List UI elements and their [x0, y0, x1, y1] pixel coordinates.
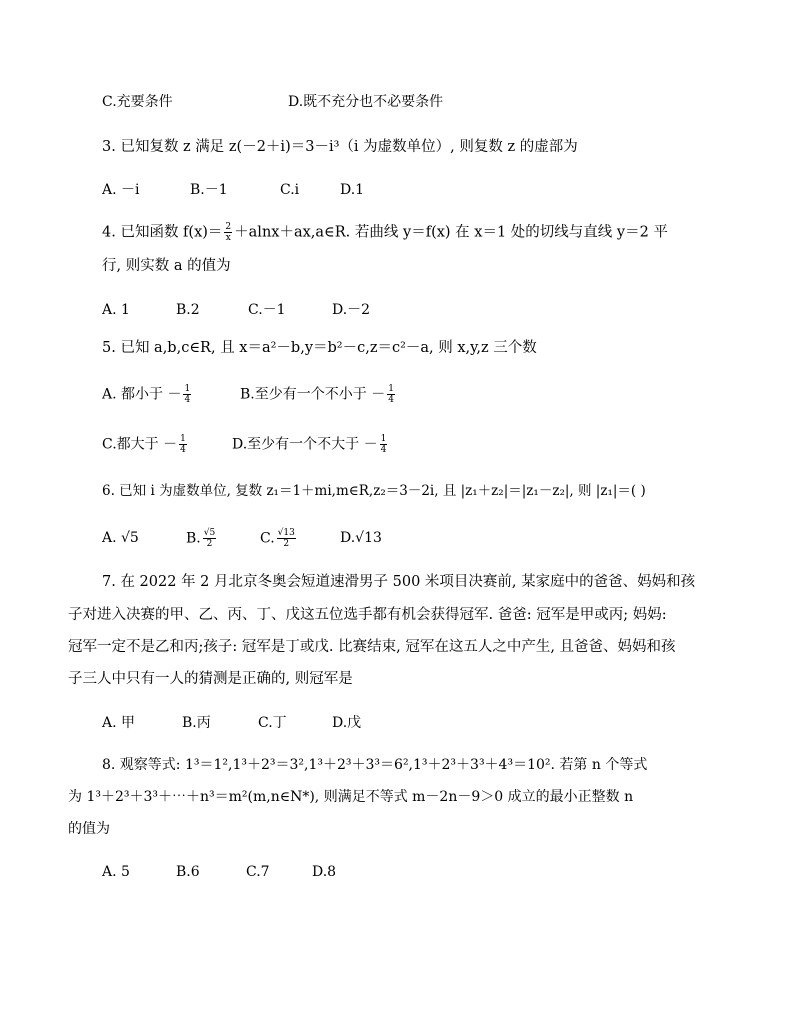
- q5-a-frac-den: 4: [184, 395, 191, 405]
- q5-option-b-text: B.至少有一个不小于 －: [240, 386, 386, 403]
- q6-option-c-fraction: [277, 528, 296, 549]
- q5-b-frac-num: 1: [388, 384, 394, 394]
- q6-option-b: [186, 528, 218, 549]
- q5-option-c-text: C.都大于 －: [102, 436, 178, 453]
- q7-line3: 冠军一定不是乙和丙;孩子: 冠军是丁或戊. 比赛结束, 冠军在这五人之中产生, 且爸爸、妈妈和孩: [68, 639, 676, 655]
- q2-option-d: D.既不充分也不必要条件: [288, 94, 444, 110]
- q5-stem: 5. 已知 a,b,c∈R, 且 x＝a²－b,y＝b²－c,z＝c²－a, 则 x,y,z 三个数: [102, 340, 537, 356]
- q6-stem: 6. 已知 i 为虚数单位, 复数 z₁＝1＋mi,m∈R,z₂＝3－2i, 且 |z₁＋z₂|＝|z₁－z₂|, 则 |z₁|＝( ): [102, 483, 646, 499]
- q4-frac-num: 2: [225, 222, 232, 232]
- q4-stem-line1: [102, 222, 668, 243]
- q8-line3: 的值为: [68, 821, 110, 837]
- q3-option-a: A. －i: [102, 182, 140, 198]
- q2-option-c: C.充要条件: [102, 94, 173, 110]
- q5-d-frac-num: 1: [380, 434, 387, 444]
- q4-stem-part-a: 4. 已知函数 f(x)＝: [102, 224, 223, 241]
- q4-stem-part-b: ＋alnx＋ax,a∈R. 若曲线 y＝f(x) 在 x＝1 处的切线与直线 y＝2 平: [234, 224, 668, 241]
- q6-option-c-prefix: C.: [260, 530, 275, 547]
- q7-option-d: D.戊: [332, 715, 362, 731]
- q7-option-c: C.丁: [258, 715, 287, 731]
- q6-option-a: A. √5: [102, 530, 139, 546]
- q8-option-b: B.6: [176, 864, 200, 880]
- q5-option-c-fraction: [179, 434, 187, 455]
- q5-option-d-text: D.至少有一个不大于 －: [232, 436, 378, 453]
- q4-option-a: A. 1: [102, 302, 130, 318]
- q4-option-c: C.－1: [248, 302, 286, 318]
- q7-line4: 子三人中只有一人的猜测是正确的, 则冠军是: [68, 671, 353, 687]
- q8-line1: 8. 观察等式: 1³＝1²,1³＋2³＝3²,1³＋2³＋3³＝6²,1³＋2³＋3³＋4³＝10². 若第 n 个等式: [102, 757, 648, 773]
- q6-c-frac-den: 2: [283, 539, 290, 549]
- q4-stem-line2: 行, 则实数 a 的值为: [102, 258, 231, 274]
- q5-c-frac-den: 4: [180, 445, 186, 455]
- q6-b-frac-num: √5: [203, 528, 216, 538]
- q8-option-c: C.7: [246, 864, 270, 880]
- q5-a-frac-num: 1: [184, 384, 191, 394]
- q5-option-c: [102, 434, 189, 455]
- q6-option-b-fraction: [203, 528, 216, 549]
- q3-option-d: D.1: [340, 182, 365, 198]
- q5-option-a-fraction: [183, 384, 191, 405]
- q7-option-a: A. 甲: [102, 715, 136, 731]
- q8-option-d: D.8: [312, 864, 337, 880]
- q6-option-c: [260, 528, 298, 549]
- q5-option-d-fraction: [380, 434, 388, 455]
- q5-option-d: [232, 434, 389, 455]
- q4-fraction: [224, 222, 232, 243]
- q4-option-b: B.2: [176, 302, 200, 318]
- q7-line1: 7. 在 2022 年 2 月北京冬奥会短道速滑男子 500 米项目决赛前, 某家庭中的爸爸、妈妈和孩: [102, 574, 696, 590]
- q8-line2: 为 1³＋2³＋3³＋⋯＋n³＝m²(m,n∈N*), 则满足不等式 m－2n－9＞0 成立的最小正整数 n: [68, 789, 634, 805]
- q5-option-b: [240, 384, 397, 405]
- q6-c-frac-num: √13: [277, 528, 295, 538]
- q6-b-frac-den: 2: [206, 539, 213, 549]
- q3-stem: 3. 已知复数 z 满足 z(－2＋i)＝3－i³（i 为虚数单位）, 则复数 z 的虚部为: [102, 139, 578, 155]
- q7-line2: 子对进入决赛的甲、乙、丙、丁、戊这五位选手都有机会获得冠军. 爸爸: 冠军是甲或丙; 妈妈:: [68, 607, 667, 623]
- q3-option-b: B.－1: [190, 182, 228, 198]
- q5-option-b-fraction: [387, 384, 395, 405]
- q6-option-b-prefix: B.: [186, 530, 201, 547]
- q5-b-frac-den: 4: [388, 395, 394, 405]
- q3-option-c: C.i: [280, 182, 300, 198]
- q8-option-a: A. 5: [102, 864, 130, 880]
- q4-option-d: D.－2: [332, 302, 371, 318]
- q4-frac-den: x: [225, 233, 231, 243]
- q5-c-frac-num: 1: [180, 434, 186, 444]
- q5-d-frac-den: 4: [380, 445, 387, 455]
- q6-option-d: D.√13: [340, 530, 382, 546]
- q5-option-a: [102, 384, 193, 405]
- q5-option-a-text: A. 都小于 －: [102, 386, 182, 403]
- q7-option-b: B.丙: [182, 715, 211, 731]
